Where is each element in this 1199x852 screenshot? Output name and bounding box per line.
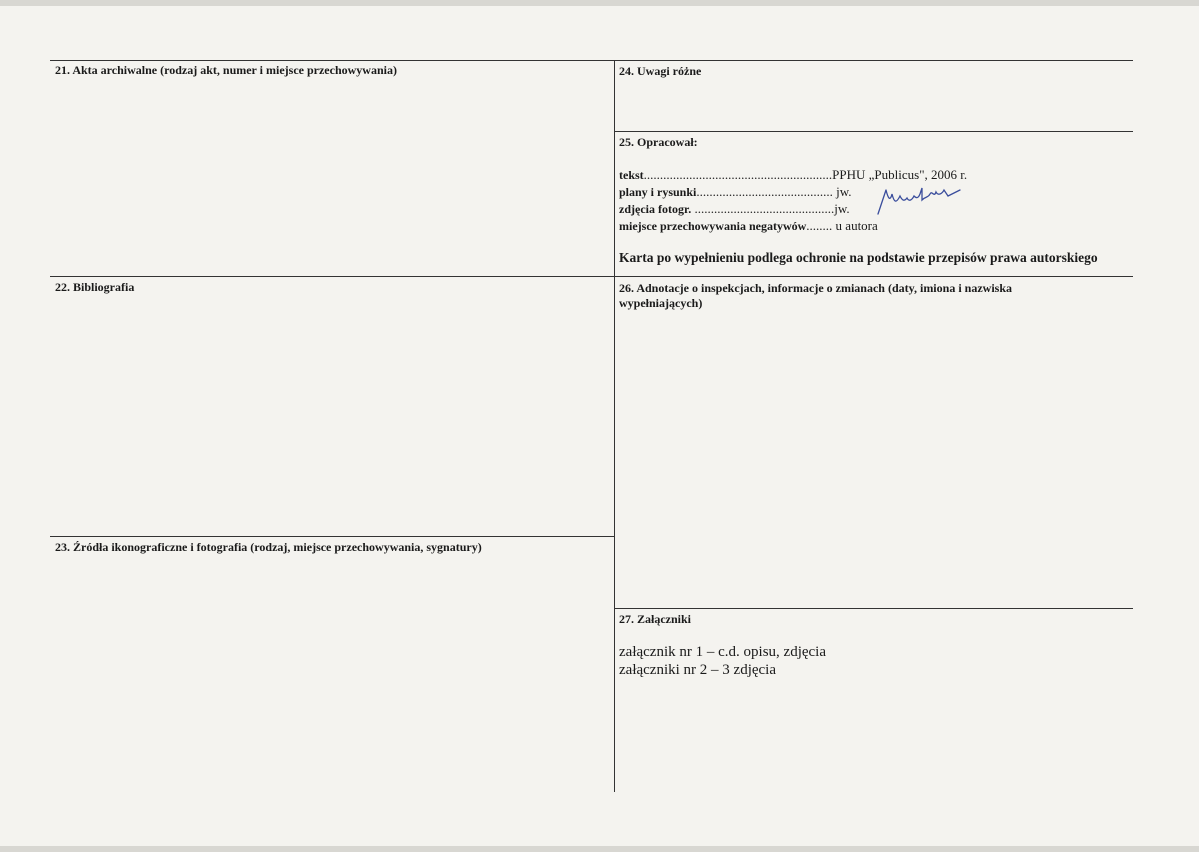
page-top-edge [0,0,1199,6]
field-zdjecia-value: jw. [834,201,850,216]
section-21-label: 21. Akta archiwalne (rodzaj akt, numer i miejsce przechowywania) [55,63,397,77]
rule-24-25 [614,131,1133,132]
field-plany-name: plany i rysunki [619,185,697,199]
rule-26-27 [614,608,1133,609]
field-zdjecia [619,201,850,217]
top-rule [50,60,1133,61]
section-26-label-cont: wypełniających) [619,296,703,310]
field-tekst-name: tekst [619,168,644,182]
attachment-item-2: załączniki nr 2 – 3 zdjęcia [619,662,777,678]
section-27-label: 27. Załączniki [619,612,692,626]
rule-22-23 [50,536,614,537]
field-plany-value: jw. [832,184,852,199]
section-23-label: 23. Źródła ikonograficzne i fotografia (rodzaj, miejsce przechowywania, sygnatury) [55,540,482,554]
field-negatywy-name: miejsce przechowywania negatywów [619,219,807,233]
field-tekst-value: PPHU „Publicus", 2006 r. [832,167,968,182]
field-plany [619,184,852,200]
section-24-label: 24. Uwagi różne [619,64,702,78]
copyright-notice: Karta po wypełnieniu podlega ochronie na podstawie przepisów prawa autorskiego [619,250,1098,265]
section-26-label: 26. Adnotacje o inspekcjach, informacje o zmianach (daty, imiona i nazwiska [619,281,1012,295]
signature-image [872,180,982,220]
field-negatywy-dots: ........ [806,218,833,233]
field-zdjecia-name: zdjęcia fotogr. [619,202,692,216]
section-25-label: 25. Opracował: [619,135,698,149]
section-22-label: 22. Bibliografia [55,280,135,294]
rule-21-22 [50,276,1133,277]
center-divider [614,60,615,792]
field-negatywy-value: u autora [832,218,878,233]
field-plany-dots: .......................................... [696,184,833,199]
field-zdjecia-dots: ........................................... [691,201,835,216]
field-negatywy [619,218,878,234]
page-bottom-edge [0,846,1199,852]
field-tekst-dots: .......................................................... [643,167,833,182]
attachment-item-1: załącznik nr 1 – c.d. opisu, zdjęcia [619,644,826,660]
